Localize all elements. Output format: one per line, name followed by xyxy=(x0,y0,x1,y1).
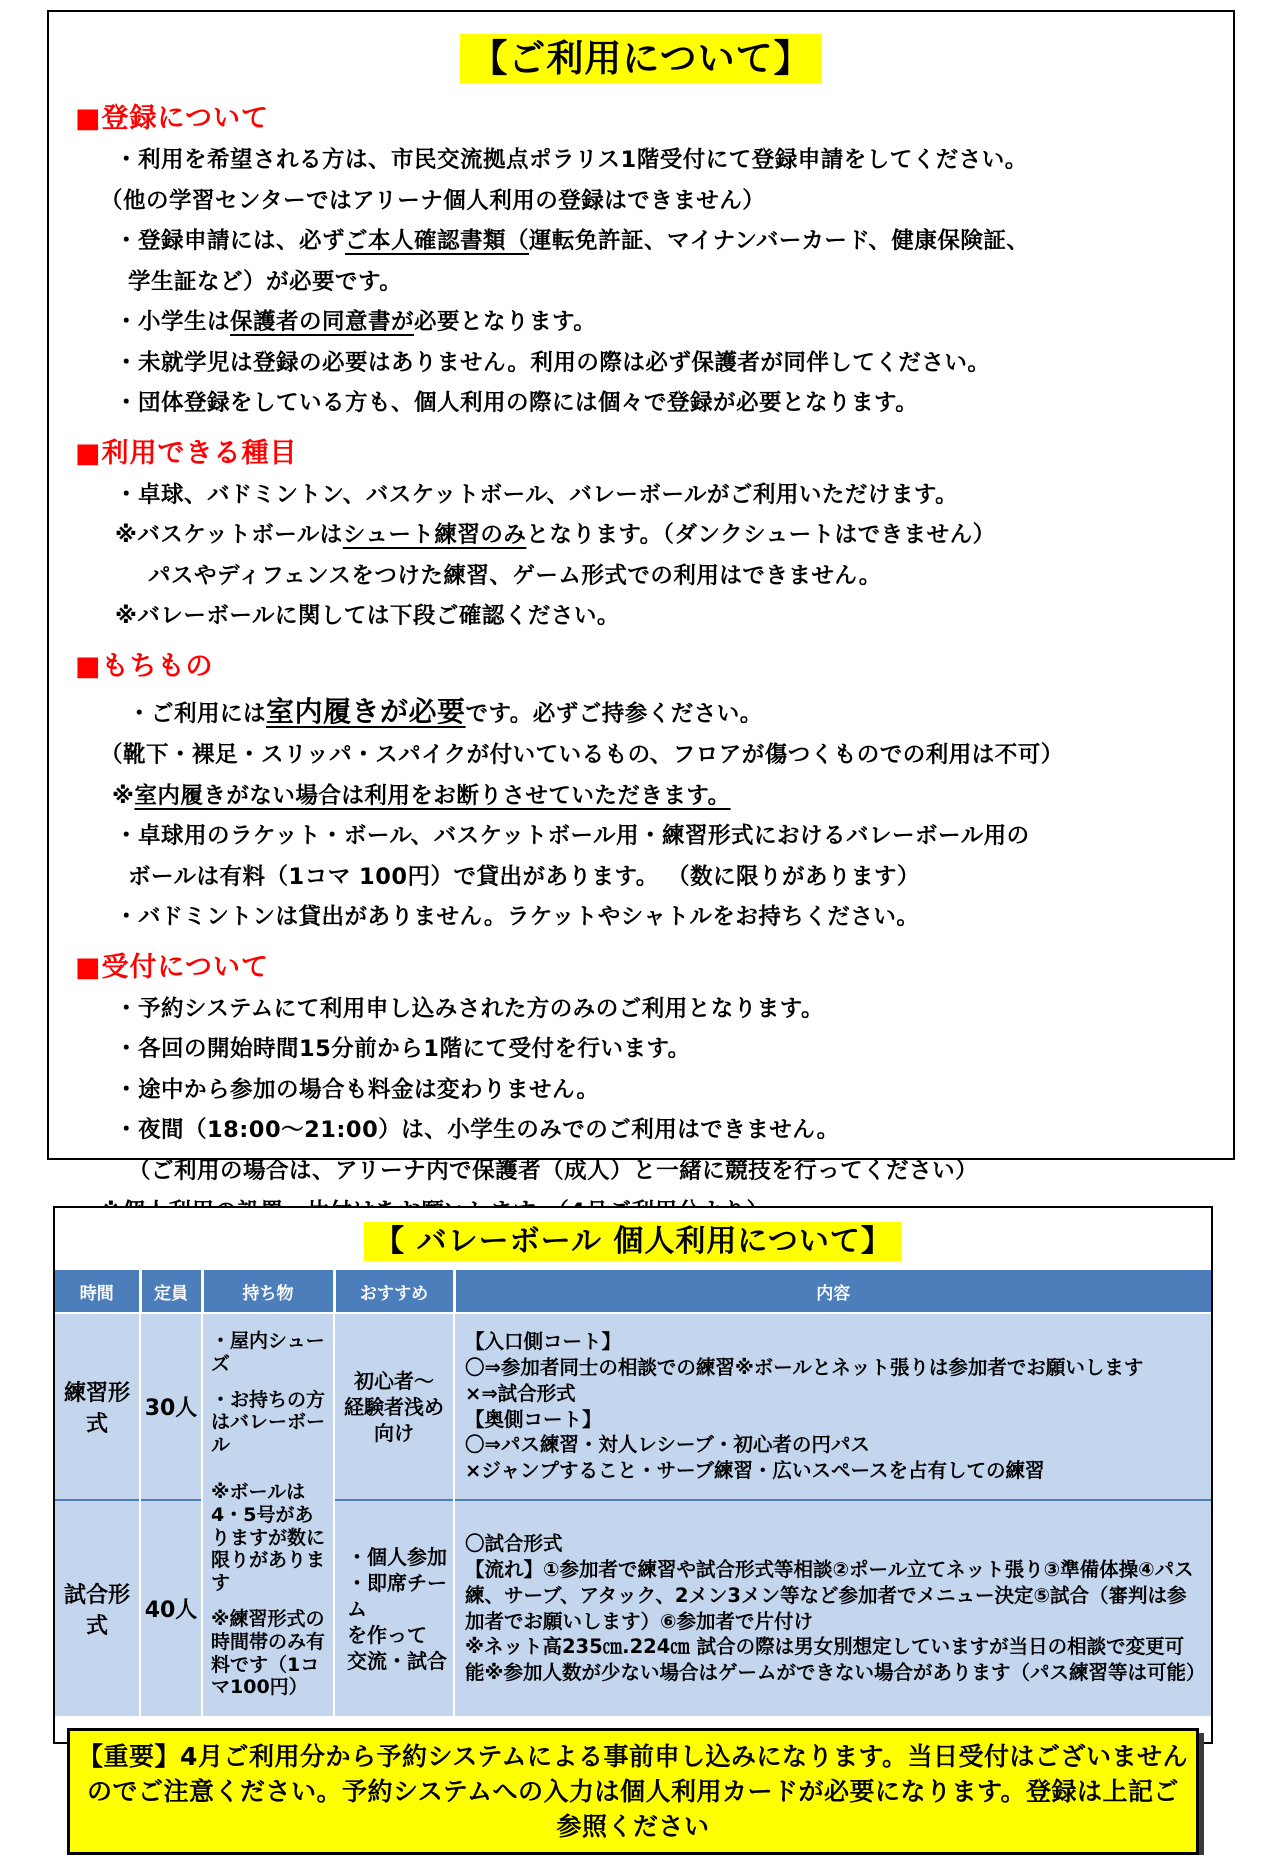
match-capacity: 40人 xyxy=(140,1500,202,1716)
important-notice: 【重要】4月ご利用分から予約システムによる事前申し込みになります。当日受付はございませんのでご注意ください。予約システムへの入力は個人利用カードが必要になります。登録は上記ご参照ください xyxy=(67,1728,1199,1855)
content-line: ※ネット高235㎝.224㎝ 試合の際は男女別想定していますが当日の相談で変更可能※参加人数が少ない場合はゲームができない場合があります（パス練習等は可能） xyxy=(465,1635,1206,1685)
table-row-practice xyxy=(55,1313,1211,1500)
text-segment: 運転免許証、マイナンバーカード、健康保険証、 xyxy=(529,228,1030,255)
usage-title-text: 【ご利用について】 xyxy=(460,34,821,83)
practice-time: 練習形式 xyxy=(55,1313,140,1500)
text-line: ・各回の開始時間15分前から1階にて受付を行います。 xyxy=(115,1036,691,1063)
header-time: 時間 xyxy=(55,1270,140,1313)
volleyball-title-text: 【 バレーボール 個人利用について】 xyxy=(364,1222,902,1261)
practice-recommend xyxy=(334,1313,454,1500)
content-line: 〇⇒参加者同士の相談での練習※ボールとネット張りは参加者でお願いします xyxy=(465,1356,1144,1380)
text-line: ・途中から参加の場合も料金は変わりません。 xyxy=(115,1076,600,1103)
text-line xyxy=(128,695,1233,728)
practice-content xyxy=(454,1313,1211,1500)
header-content: 内容 xyxy=(454,1270,1211,1313)
section-available-sports xyxy=(49,431,1233,630)
section-registration-heading: ■登録について xyxy=(75,103,269,134)
content-line: ×⇒試合形式 xyxy=(465,1381,576,1405)
text-segment: ・小学生は xyxy=(115,309,231,336)
recommend-line: 交流・試合 xyxy=(347,1648,447,1673)
text-line xyxy=(115,522,1233,549)
content-line: 〇試合形式 xyxy=(465,1532,563,1556)
belongings-item: ※練習形式の時間帯のみ有料です（1コマ100円） xyxy=(211,1607,326,1699)
text-line: （他の学習センターではアリーナ個人利用の登録はできません） xyxy=(100,187,766,214)
content-line: 【入口側コート】 xyxy=(465,1330,622,1354)
recommend-line: 経験者浅め xyxy=(344,1394,444,1419)
content-line: 【流れ】①参加者で練習や試合形式等相談②ポール立てネット張り③準備体操④パス練、サーブ、アタック、2メン3メン等など参加者でメニュー決定⑤試合（審判は参加者でお願いします）⑥参加者で片付け xyxy=(465,1558,1194,1633)
volleyball-title xyxy=(55,1216,1211,1260)
text-line: （靴下・裸足・スリッパ・スパイクが付いているもの、フロアが傷つくものでの利用は不可） xyxy=(100,742,1064,769)
recommend-line: 初心者～ xyxy=(354,1368,434,1393)
usage-info-panel xyxy=(47,10,1235,1184)
text-line: 学生証など）が必要です。 xyxy=(128,268,403,295)
section-belongings-heading: ■もちもの xyxy=(75,651,214,683)
text-line xyxy=(115,309,1233,336)
usage-title xyxy=(49,28,1233,82)
header-belongings: 持ち物 xyxy=(202,1270,334,1313)
underlined-segment: 室内履きがない場合は利用をお断りさせていただきます。 xyxy=(134,782,731,809)
content-line: 【奥側コート】 xyxy=(465,1407,602,1431)
belongings-item: ※ボールは4・5号がありますが数に限りがあります xyxy=(211,1480,326,1595)
section-available-sports-heading: ■利用できる種目 xyxy=(75,437,298,469)
table-header-row xyxy=(55,1270,1211,1313)
belongings-item: ・お持ちの方はバレーボール xyxy=(211,1388,326,1457)
underlined-segment: 室内履きが必要 xyxy=(266,695,466,729)
text-segment: 必要となります。 xyxy=(414,309,597,336)
text-line xyxy=(112,783,1233,810)
recommend-line: ・個人参加 xyxy=(347,1544,447,1569)
recommend-line: 向け xyxy=(374,1420,414,1445)
match-time: 試合形式 xyxy=(55,1500,140,1716)
underlined-segment: シュート練習のみ xyxy=(342,522,527,549)
belongings-item: ・屋内シューズ xyxy=(211,1330,325,1375)
section-reception xyxy=(49,945,1233,1225)
section-registration xyxy=(49,96,1233,417)
text-line: パスやディフェンスをつけた練習、ゲーム形式での利用はできません。 xyxy=(148,562,882,589)
text-line: ・予約システムにて利用申し込みされた方のみのご利用となります。 xyxy=(115,995,824,1022)
section-reception-heading: ■受付について xyxy=(75,951,269,983)
volleyball-info-panel xyxy=(53,1206,1213,1842)
text-line: ・卓球用のラケット・ボール、バスケットボール用・練習形式におけるバレーボール用の xyxy=(115,823,1030,850)
header-capacity: 定員 xyxy=(140,1270,202,1313)
content-line: ×ジャンプすること・サーブ練習・広いスペースを占有しての練習 xyxy=(465,1458,1045,1482)
text-segment: ・ご利用には xyxy=(128,701,267,728)
section-belongings xyxy=(49,644,1233,931)
underlined-segment: ご本人確認書類（ xyxy=(345,228,530,255)
text-line: ・未就学児は登録の必要はありません。利用の際は必ず保護者が同伴してください。 xyxy=(115,349,991,376)
text-line: ※バレーボールに関しては下段ご確認ください。 xyxy=(115,603,620,630)
belongings-cell xyxy=(202,1313,334,1716)
underlined-segment: 保護者の同意書が xyxy=(230,309,415,336)
match-content xyxy=(454,1500,1211,1716)
text-segment: ・登録申請には、必ず xyxy=(115,228,346,255)
content-line: 〇⇒パス練習・対人レシーブ・初心者の円パス xyxy=(465,1433,870,1457)
text-line: ・バドミントンは貸出がありません。ラケットやシャトルをお持ちください。 xyxy=(115,904,920,931)
match-recommend xyxy=(334,1500,454,1716)
text-segment: です。必ずご持参ください。 xyxy=(465,701,763,728)
recommend-line: を作って xyxy=(347,1622,427,1647)
text-line: （ご利用の場合は、アリーナ内で保護者（成人）と一緒に競技を行ってください） xyxy=(128,1157,979,1184)
header-recommend: おすすめ xyxy=(334,1270,454,1313)
practice-capacity: 30人 xyxy=(140,1313,202,1500)
text-line: ・卓球、バドミントン、バスケットボール、バレーボールがご利用いただけます。 xyxy=(115,481,959,508)
text-line: ボールは有料（1コマ 100円）で貸出があります。 （数に限りがあります） xyxy=(128,863,921,890)
text-line: ・利用を希望される方は、市民交流拠点ポラリス1階受付にて登録申請をしてください。 xyxy=(115,147,1028,173)
text-segment: ※バスケットボールは xyxy=(115,522,343,549)
text-line: ・夜間（18:00～21:00）は、小学生のみでのご利用はできません。 xyxy=(115,1117,840,1144)
recommend-line: ・即席チーム xyxy=(347,1570,447,1621)
text-segment: となります。（ダンクシュートはできません） xyxy=(526,522,996,549)
text-line: ・団体登録をしている方も、個人利用の際には個々で登録が必要となります。 xyxy=(115,390,919,417)
text-segment: ※ xyxy=(112,782,135,809)
text-line xyxy=(115,228,1233,255)
volleyball-table xyxy=(55,1270,1211,1716)
